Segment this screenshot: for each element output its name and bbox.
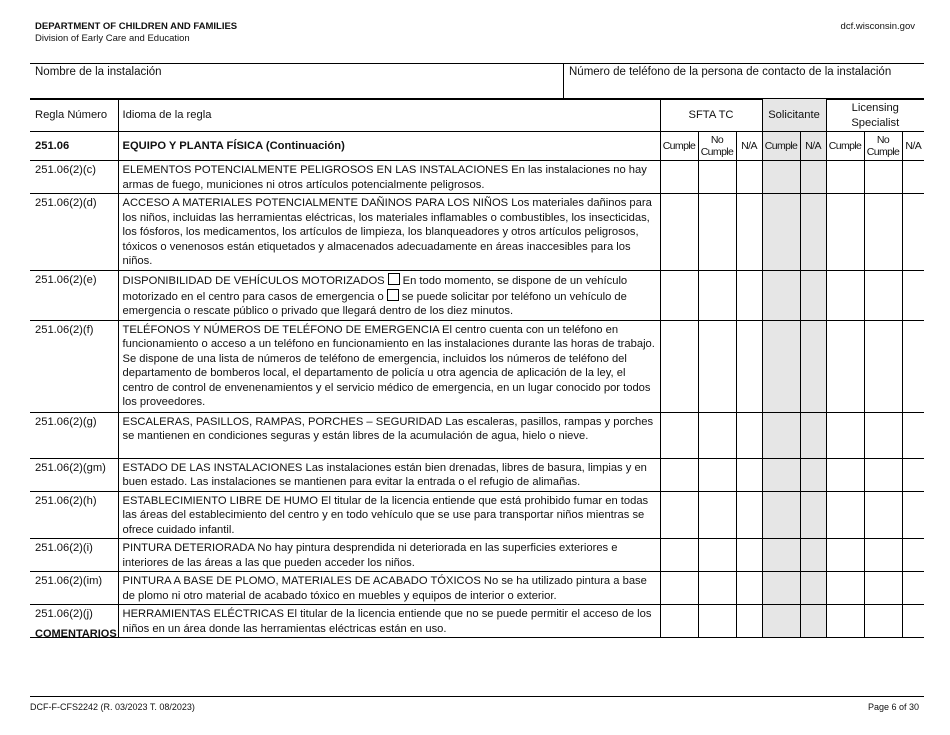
applicant-cumple-cell[interactable] xyxy=(762,271,800,321)
ls-cumple-cell[interactable] xyxy=(826,605,864,638)
ls-cumple-cell[interactable] xyxy=(826,194,864,271)
rule-text: ELEMENTOS POTENCIALMENTE PELIGROSOS EN LAS INSTALACIONES En las instalaciones no hay armas de fuego, municiones ni otros artículos potencialmente peligrosos. xyxy=(118,161,660,194)
rule-text: TELÉFONOS Y NÚMEROS DE TELÉFONO DE EMERGENCIA El centro cuenta con un teléfono en funcionamiento o acceso a un teléfono en funcionamiento en las instalaciones durante las horas de trabajo. Se dispone de una lista de números de teléfono de emergencia, incluidos los números de teléfono del departamento de bomberos local, el departamento de policía u otra agencia de aplicación de la ley, el centro de control de envenenamientos y el servicio médico de emergencia, en un lugar conocido por todos los proveedores. xyxy=(118,320,660,412)
sfta-no-cumple-cell[interactable] xyxy=(698,320,736,412)
checkbox[interactable] xyxy=(387,289,399,301)
sfta-no-cumple-cell[interactable] xyxy=(698,161,736,194)
rule-text: HERRAMIENTAS ELÉCTRICAS El titular de la licencia entiende que no se puede permitir el acceso de los niños en un área donde las herramientas eléctricas están en uso. xyxy=(118,605,660,638)
ls-cumple-cell[interactable] xyxy=(826,161,864,194)
sfta-na-cell[interactable] xyxy=(736,458,762,491)
website-link[interactable]: dcf.wisconsin.gov xyxy=(840,21,915,32)
applicant-na-cell[interactable] xyxy=(800,194,826,271)
applicant-cumple-cell[interactable] xyxy=(762,605,800,638)
sfta-na-cell[interactable] xyxy=(736,491,762,539)
rule-number: 251.06(2)(e) xyxy=(30,271,118,321)
licensing-specialist-header: Licensing Specialist xyxy=(826,99,924,132)
ls-na-cell[interactable] xyxy=(902,539,924,572)
ls-cumple-cell[interactable] xyxy=(826,458,864,491)
applicant-na-cell[interactable] xyxy=(800,458,826,491)
sfta-na-header: N/A xyxy=(736,132,762,161)
ls-na-cell[interactable] xyxy=(902,320,924,412)
header-agency xyxy=(35,21,237,45)
ls-na-cell[interactable] xyxy=(902,412,924,458)
rule-number: 251.06(2)(i) xyxy=(30,539,118,572)
rule-number: 251.06(2)(d) xyxy=(30,194,118,271)
applicant-cumple-cell[interactable] xyxy=(762,491,800,539)
sfta-no-cumple-cell[interactable] xyxy=(698,412,736,458)
sfta-cumple-cell[interactable] xyxy=(660,491,698,539)
sfta-no-cumple-cell[interactable] xyxy=(698,539,736,572)
rule-number: 251.06(2)(gm) xyxy=(30,458,118,491)
rule-number: 251.06(2)(f) xyxy=(30,320,118,412)
ls-na-cell[interactable] xyxy=(902,572,924,605)
checkbox[interactable] xyxy=(388,273,400,285)
rule-text-part: En todo momento, se dispone de un vehículo motorizado en el centro para casos de emergencia o xyxy=(122,275,628,303)
ls-no-cumple-cell[interactable] xyxy=(864,161,902,194)
sfta-cumple-cell[interactable] xyxy=(660,572,698,605)
ls-na-cell[interactable] xyxy=(902,491,924,539)
sfta-na-cell[interactable] xyxy=(736,572,762,605)
applicant-na-cell[interactable] xyxy=(800,572,826,605)
rule-language-header: Idioma de la regla xyxy=(118,99,660,132)
table-row xyxy=(30,412,924,458)
sfta-cumple-cell[interactable] xyxy=(660,194,698,271)
sfta-na-cell[interactable] xyxy=(736,539,762,572)
sfta-na-cell[interactable] xyxy=(736,605,762,638)
applicant-cumple-cell[interactable] xyxy=(762,572,800,605)
ls-na-cell[interactable] xyxy=(902,458,924,491)
rule-number-header: Regla Número xyxy=(30,99,118,132)
rule-text: ESTABLECIMIENTO LIBRE DE HUMO El titular de la licencia entiende que está prohibido fumar en todas las áreas del establecimiento del centro y en todo vehículo que se use para transportar niños mientras se ofrece cuidado infantil. xyxy=(118,491,660,539)
applicant-header: Solicitante xyxy=(762,99,826,132)
divider xyxy=(563,64,564,98)
applicant-na-header: N/A xyxy=(800,132,826,161)
ls-cumple-cell[interactable] xyxy=(826,572,864,605)
rule-text xyxy=(118,271,660,321)
page-number: Page 6 of 30 xyxy=(867,702,919,712)
rules-table xyxy=(30,98,924,638)
applicant-na-cell[interactable] xyxy=(800,605,826,638)
table-row xyxy=(30,605,924,638)
sfta-cumple-cell[interactable] xyxy=(660,320,698,412)
rule-text: ESTADO DE LAS INSTALACIONES Las instalaciones están bien drenadas, libres de basura, limpias y en buen estado. Las instalaciones se mantienen para evitar la entrada o el refugio de alimañas. xyxy=(118,458,660,491)
ls-no-cumple-cell[interactable] xyxy=(864,491,902,539)
rule-number: 251.06(2)(j) xyxy=(30,605,118,638)
ls-cumple-cell[interactable] xyxy=(826,412,864,458)
rule-text: PINTURA A BASE DE PLOMO, MATERIALES DE ACABADO TÓXICOS No se ha utilizado pintura a base de plomo ni otro material de acabado tóxico en muebles y equipos de interior o exterior. xyxy=(118,572,660,605)
applicant-cumple-cell[interactable] xyxy=(762,412,800,458)
sfta-cumple-header: Cumple xyxy=(660,132,698,161)
table-row xyxy=(30,539,924,572)
applicant-cumple-cell[interactable] xyxy=(762,539,800,572)
ls-no-cumple-cell[interactable] xyxy=(864,194,902,271)
sfta-cumple-cell[interactable] xyxy=(660,539,698,572)
applicant-cumple-cell[interactable] xyxy=(762,194,800,271)
rule-number: 251.06(2)(h) xyxy=(30,491,118,539)
table-row xyxy=(30,491,924,539)
applicant-na-cell[interactable] xyxy=(800,491,826,539)
footer-divider xyxy=(30,696,924,697)
sfta-cumple-cell[interactable] xyxy=(660,458,698,491)
sfta-no-cumple-cell[interactable] xyxy=(698,605,736,638)
applicant-na-cell[interactable] xyxy=(800,412,826,458)
rule-number: 251.06(2)(im) xyxy=(30,572,118,605)
rule-text-part: se puede solicitar por teléfono un vehículo de emergencia o rescate público o privado que llegará dentro de los diez minutos. xyxy=(122,290,627,317)
applicant-cumple-header: Cumple xyxy=(762,132,800,161)
sfta-na-cell[interactable] xyxy=(736,412,762,458)
applicant-na-cell[interactable] xyxy=(800,539,826,572)
sfta-no-cumple-header: No Cumple xyxy=(698,132,736,161)
ls-no-cumple-cell[interactable] xyxy=(864,412,902,458)
applicant-na-cell[interactable] xyxy=(800,320,826,412)
department-name: DEPARTMENT OF CHILDREN AND FAMILIES xyxy=(35,21,238,32)
ls-na-header: N/A xyxy=(902,132,924,161)
facility-info-box xyxy=(30,63,924,100)
sfta-cumple-cell[interactable] xyxy=(660,161,698,194)
sfta-no-cumple-cell[interactable] xyxy=(698,271,736,321)
rule-number: 251.06(2)(g) xyxy=(30,412,118,458)
rule-text: ACCESO A MATERIALES POTENCIALMENTE DAÑINOS PARA LOS NIÑOS Los materiales dañinos para los niños, incluidas las herramientas eléctricas, los materiales inflamables o combustibles, los insecticidas, los fósforos, los medicamentos, los artículos de limpieza, los blanqueadores y otros artículos peligrosos, tóxicos o venenosos están etiquetados y almacenados adecuadamente en áreas inaccesibles para los niños. xyxy=(118,194,660,271)
sfta-na-cell[interactable] xyxy=(736,271,762,321)
applicant-cumple-cell[interactable] xyxy=(762,458,800,491)
ls-no-cumple-cell[interactable] xyxy=(864,572,902,605)
sfta-no-cumple-cell[interactable] xyxy=(698,194,736,271)
sfta-no-cumple-cell[interactable] xyxy=(698,491,736,539)
ls-no-cumple-cell[interactable] xyxy=(864,539,902,572)
table-row xyxy=(30,572,924,605)
sfta-cumple-cell[interactable] xyxy=(660,412,698,458)
applicant-cumple-cell[interactable] xyxy=(762,161,800,194)
ls-no-cumple-cell[interactable] xyxy=(864,320,902,412)
ls-no-cumple-header: No Cumple xyxy=(864,132,902,161)
sfta-no-cumple-cell[interactable] xyxy=(698,572,736,605)
table-row xyxy=(30,458,924,491)
rule-text: ESCALERAS, PASILLOS, RAMPAS, PORCHES – SEGURIDAD Las escaleras, pasillos, rampas y porches se mantienen en condiciones seguras y están libres de la acumulación de agua, hielo o nieve. xyxy=(118,412,660,458)
ls-no-cumple-cell[interactable] xyxy=(864,458,902,491)
section-title: EQUIPO Y PLANTA FÍSICA (Continuación) xyxy=(118,132,660,161)
sfta-cumple-cell[interactable] xyxy=(660,605,698,638)
sfta-na-cell[interactable] xyxy=(736,161,762,194)
ls-no-cumple-cell[interactable] xyxy=(864,605,902,638)
ls-cumple-header: Cumple xyxy=(826,132,864,161)
sfta-tc-header: SFTA TC xyxy=(660,99,762,132)
table-row xyxy=(30,194,924,271)
ls-na-cell[interactable] xyxy=(902,271,924,321)
applicant-cumple-cell[interactable] xyxy=(762,320,800,412)
ls-na-cell[interactable] xyxy=(902,161,924,194)
ls-cumple-cell[interactable] xyxy=(826,491,864,539)
table-row xyxy=(30,271,924,321)
ls-cumple-cell[interactable] xyxy=(826,539,864,572)
rule-number: 251.06(2)(c) xyxy=(30,161,118,194)
sfta-na-cell[interactable] xyxy=(736,320,762,412)
rule-text: PINTURA DETERIORADA No hay pintura desprendida ni deteriorada en las superficies exteriores e interiores de las áreas a las que pueden acceder los niños. xyxy=(118,539,660,572)
comments-label: COMENTARIOS xyxy=(35,628,117,640)
table-row xyxy=(30,161,924,194)
ls-no-cumple-cell[interactable] xyxy=(864,271,902,321)
form-id: DCF-F-CFS2242 (R. 03/2023 T. 08/2023) xyxy=(30,702,195,712)
ls-na-cell[interactable] xyxy=(902,194,924,271)
section-number: 251.06 xyxy=(30,132,118,161)
sfta-na-cell[interactable] xyxy=(736,194,762,271)
rule-text-part: DISPONIBILIDAD DE VEHÍCULOS MOTORIZADOS xyxy=(122,275,385,287)
facility-name-field[interactable]: Nombre de la instalación xyxy=(35,66,162,78)
table-row xyxy=(30,320,924,412)
sfta-no-cumple-cell[interactable] xyxy=(698,458,736,491)
division-name: Division of Early Care and Education xyxy=(35,33,190,44)
ls-na-cell[interactable] xyxy=(902,605,924,638)
ls-cumple-cell[interactable] xyxy=(826,271,864,321)
applicant-na-cell[interactable] xyxy=(800,161,826,194)
sfta-cumple-cell[interactable] xyxy=(660,271,698,321)
applicant-na-cell[interactable] xyxy=(800,271,826,321)
ls-cumple-cell[interactable] xyxy=(826,320,864,412)
facility-phone-field[interactable]: Número de teléfono de la persona de contacto de la instalación xyxy=(569,66,892,78)
